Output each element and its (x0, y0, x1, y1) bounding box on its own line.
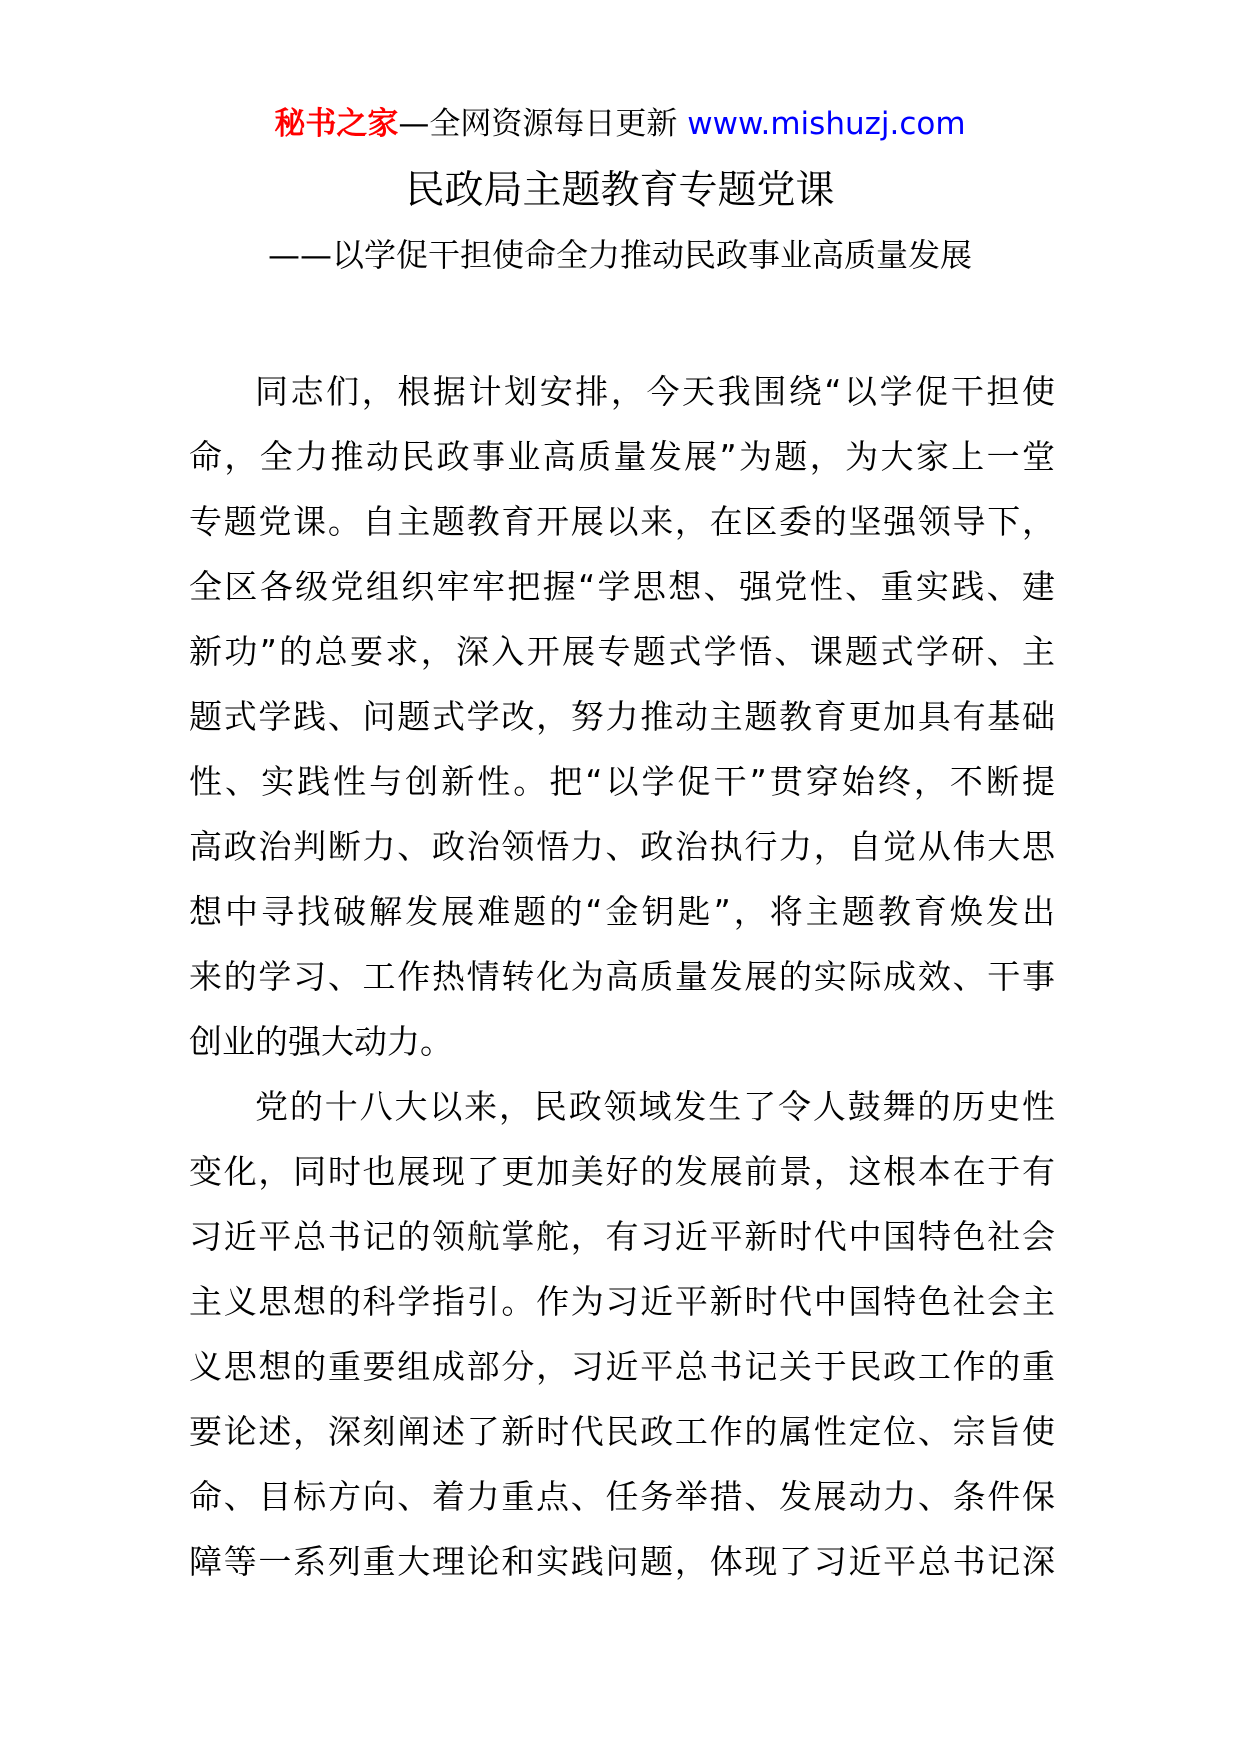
text-line: 新功”的总要求，深入开展专题式学悟、课题式学研、主 (189, 632, 1055, 671)
brand-name: 秘书之家 (274, 106, 399, 142)
text-line: 障等一系列重大理论和实践问题，体现了习近平总书记深 (189, 1542, 1055, 1581)
text-line: 命，全力推动民政事业高质量发展”为题，为大家上一堂 (189, 437, 1055, 476)
text-line: 同志们，根据计划安排，今天我围绕“以学促干担使 (255, 372, 1055, 411)
text-line: 命、目标方向、着力重点、任务举措、发展动力、条件保 (189, 1477, 1055, 1516)
text-line: 性、实践性与创新性。把“以学促干”贯穿始终，不断提 (189, 762, 1055, 801)
paragraph (189, 359, 1055, 1074)
text-line: 主义思想的科学指引。作为习近平新时代中国特色社会主 (189, 1282, 1055, 1321)
text-line: 来的学习、工作热情转化为高质量发展的实际成效、干事 (189, 957, 1055, 996)
site-url-link[interactable]: www.mishuzj.com (687, 106, 966, 142)
document-body (189, 359, 1055, 1594)
text-line: 要论述，深刻阐述了新时代民政工作的属性定位、宗旨使 (189, 1412, 1055, 1451)
text-line: 高政治判断力、政治领悟力、政治执行力，自觉从伟大思 (189, 827, 1055, 866)
text-line: 创业的强大动力。 (189, 1022, 453, 1061)
text-line: 专题党课。自主题教育开展以来，在区委的坚强领导下， (189, 502, 1055, 541)
text-line: 党的十八大以来，民政领域发生了令人鼓舞的历史性 (255, 1087, 1055, 1126)
banner-tagline: —全网资源每日更新 (398, 106, 688, 142)
site-banner (0, 104, 1240, 144)
text-line: 想中寻找破解发展难题的“金钥匙”，将主题教育焕发出 (189, 892, 1055, 931)
text-line: 全区各级党组织牢牢把握“学思想、强党性、重实践、建 (189, 567, 1055, 606)
text-line: 义思想的重要组成部分，习近平总书记关于民政工作的重 (189, 1347, 1055, 1386)
text-line: 题式学践、问题式学改，努力推动主题教育更加具有基础 (189, 697, 1055, 736)
text-line: 变化，同时也展现了更加美好的发展前景，这根本在于有 (189, 1152, 1055, 1191)
document-title: 民政局主题教育专题党课 (405, 168, 835, 213)
paragraph (189, 1074, 1055, 1594)
document-subtitle: ——以学促干担使命全力推动民政事业高质量发展 (267, 236, 972, 274)
text-line: 习近平总书记的领航掌舵，有习近平新时代中国特色社会 (189, 1217, 1055, 1256)
